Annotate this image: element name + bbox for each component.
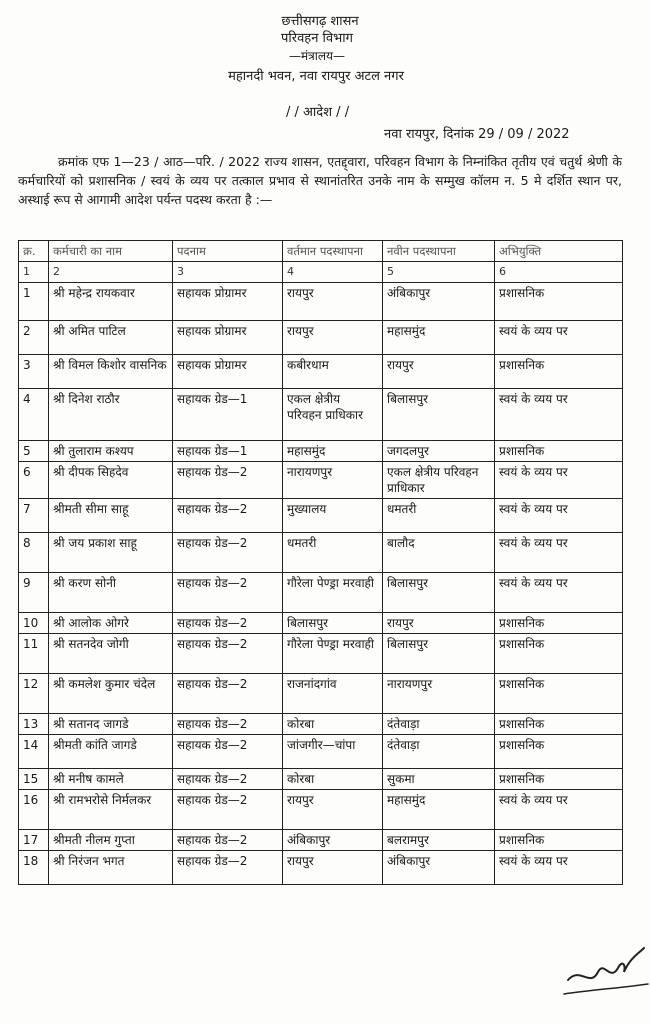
header-cell: पदनाम xyxy=(173,241,283,262)
current-posting-cell: गौरेला पेण्ड्रा मरवाही xyxy=(283,634,383,674)
remark-cell: प्रशासनिक xyxy=(495,634,623,674)
new-posting-cell: बिलासपुर xyxy=(383,573,495,613)
place-date: नवा रायपुर, दिनांक 29 / 09 / 2022 xyxy=(384,127,570,142)
table-row xyxy=(19,441,623,462)
current-posting-cell: कोरबा xyxy=(283,769,383,790)
new-posting-cell: अंबिकापुर xyxy=(383,851,495,885)
designation-cell: सहायक ग्रेड—2 xyxy=(173,499,283,533)
column-number: 1 xyxy=(19,262,49,283)
designation-cell: सहायक ग्रेड—2 xyxy=(173,462,283,499)
new-posting-cell: दंतेवाड़ा xyxy=(383,735,495,769)
employee-name-cell: श्री मनीष कामले xyxy=(49,769,173,790)
table-row xyxy=(19,714,623,735)
current-posting-cell: महासमुंद xyxy=(283,441,383,462)
designation-cell: सहायक प्रोग्रामर xyxy=(173,321,283,355)
serial-number-cell: 5 xyxy=(19,441,49,462)
new-posting-cell: एकल क्षेत्रीय परिवहन प्राधिकार xyxy=(383,462,495,499)
employee-name-cell: श्री निरंजन भगत xyxy=(49,851,173,885)
employee-name-cell: श्री तुलाराम कश्यप xyxy=(49,441,173,462)
designation-cell: सहायक ग्रेड—2 xyxy=(173,830,283,851)
serial-number-cell: 2 xyxy=(19,321,49,355)
employee-name-cell: श्री अमित पाटिल xyxy=(49,321,173,355)
employee-name-cell: श्री करण सोनी xyxy=(49,573,173,613)
table-row xyxy=(19,283,623,321)
serial-number-cell: 16 xyxy=(19,790,49,830)
employee-name-cell: श्री सतानद जागडे xyxy=(49,714,173,735)
current-posting-cell: अंबिकापुर xyxy=(283,830,383,851)
designation-cell: सहायक ग्रेड—2 xyxy=(173,769,283,790)
designation-cell: सहायक प्रोग्रामर xyxy=(173,355,283,389)
new-posting-cell: बिलासपुर xyxy=(383,634,495,674)
column-number: 2 xyxy=(49,262,173,283)
remark-cell: स्वयं के व्यय पर xyxy=(495,389,623,441)
employee-name-cell: श्रीमती कांति जागडे xyxy=(49,735,173,769)
table-row xyxy=(19,851,623,885)
designation-cell: सहायक ग्रेड—2 xyxy=(173,613,283,634)
designation-cell: सहायक ग्रेड—2 xyxy=(173,790,283,830)
new-posting-cell: बिलासपुर xyxy=(383,389,495,441)
new-posting-cell: दंतेवाड़ा xyxy=(383,714,495,735)
current-posting-cell: जांजगीर—चांपा xyxy=(283,735,383,769)
ministry-label: —मंत्रालय— xyxy=(288,49,345,63)
serial-number-cell: 18 xyxy=(19,851,49,885)
current-posting-cell: रायपुर xyxy=(283,790,383,830)
remark-cell: स्वयं के व्यय पर xyxy=(495,499,623,533)
signature-icon xyxy=(560,938,650,998)
employee-name-cell: श्री कमलेश कुमार चंदेल xyxy=(49,674,173,714)
header-cell: वर्तमान पदस्थापना xyxy=(283,241,383,262)
table-row xyxy=(19,634,623,674)
current-posting-cell: मुख्यालय xyxy=(283,499,383,533)
serial-number-cell: 7 xyxy=(19,499,49,533)
new-posting-cell: जगदलपुर xyxy=(383,441,495,462)
table-row xyxy=(19,613,623,634)
table-row xyxy=(19,499,623,533)
header-cell: अभियुक्ति xyxy=(495,241,623,262)
table-row xyxy=(19,573,623,613)
remark-cell: स्वयं के व्यय पर xyxy=(495,573,623,613)
new-posting-cell: रायपुर xyxy=(383,613,495,634)
govt-name: छत्तीसगढ़ शासन xyxy=(281,14,359,29)
remark-cell: स्वयं के व्यय पर xyxy=(495,851,623,885)
remark-cell: प्रशासनिक xyxy=(495,674,623,714)
designation-cell: सहायक ग्रेड—2 xyxy=(173,714,283,735)
current-posting-cell: धमतरी xyxy=(283,533,383,573)
remark-cell: प्रशासनिक xyxy=(495,830,623,851)
order-intro-paragraph: क्रमांक एफ 1—23 / आठ—परि. / 2022 राज्य शासन, एतद्द्वारा, परिवहन विभाग के निम्नांकित तृतीय एवं चतुर्थ श्रेणी के कर्मचारियों को प्रशासनिक / स्वयं के व्यय पर तत्काल प्रभाव से स्थानांतरित उनके नाम के सम्मुख कॉलम न. 5 मे दर्शित स्थान पर, अस्थाई रूप से आगामी आदेश पर्यन्त पदस्थ करता है :— xyxy=(18,154,622,207)
header-cell: नवीन पदस्थापना xyxy=(383,241,495,262)
serial-number-cell: 15 xyxy=(19,769,49,790)
current-posting-cell: कबीरधाम xyxy=(283,355,383,389)
remark-cell: प्रशासनिक xyxy=(495,613,623,634)
table-row xyxy=(19,355,623,389)
new-posting-cell: सुकमा xyxy=(383,769,495,790)
table-row xyxy=(19,830,623,851)
new-posting-cell: बालौद xyxy=(383,533,495,573)
serial-number-cell: 10 xyxy=(19,613,49,634)
remark-cell: प्रशासनिक xyxy=(495,355,623,389)
serial-number-cell: 12 xyxy=(19,674,49,714)
new-posting-cell: बलरामपुर xyxy=(383,830,495,851)
serial-number-cell: 11 xyxy=(19,634,49,674)
serial-number-cell: 13 xyxy=(19,714,49,735)
current-posting-cell: एकल क्षेत्रीय परिवहन प्राधिकार xyxy=(283,389,383,441)
new-posting-cell: अंबिकापुर xyxy=(383,283,495,321)
designation-cell: सहायक ग्रेड—2 xyxy=(173,735,283,769)
current-posting-cell: नारायणपुर xyxy=(283,462,383,499)
order-title: / / आदेश / / xyxy=(286,105,350,120)
designation-cell: सहायक ग्रेड—2 xyxy=(173,573,283,613)
new-posting-cell: महासमुंद xyxy=(383,790,495,830)
employee-name-cell: श्री दीपक सिहदेव xyxy=(49,462,173,499)
serial-number-cell: 1 xyxy=(19,283,49,321)
column-number: 5 xyxy=(383,262,495,283)
serial-number-cell: 17 xyxy=(19,830,49,851)
current-posting-cell: कोरबा xyxy=(283,714,383,735)
remark-cell: स्वयं के व्यय पर xyxy=(495,533,623,573)
table-row xyxy=(19,533,623,573)
employee-name-cell: श्रीमती नीलम गुप्ता xyxy=(49,830,173,851)
current-posting-cell: रायपुर xyxy=(283,321,383,355)
remark-cell: स्वयं के व्यय पर xyxy=(495,321,623,355)
remark-cell: प्रशासनिक xyxy=(495,735,623,769)
table-row xyxy=(19,462,623,499)
remark-cell: प्रशासनिक xyxy=(495,769,623,790)
column-number: 4 xyxy=(283,262,383,283)
employee-name-cell: श्री महेन्द्र रायकवार xyxy=(49,283,173,321)
table-header-row xyxy=(19,241,623,262)
employee-name-cell: श्रीमती सीमा साहू xyxy=(49,499,173,533)
designation-cell: सहायक ग्रेड—2 xyxy=(173,851,283,885)
serial-number-cell: 3 xyxy=(19,355,49,389)
department-name: परिवहन विभाग xyxy=(281,31,353,46)
current-posting-cell: गौरेला पेण्ड्रा मरवाही xyxy=(283,573,383,613)
serial-number-cell: 8 xyxy=(19,533,49,573)
employee-name-cell: श्री आलोक ओगरे xyxy=(49,613,173,634)
table-row xyxy=(19,389,623,441)
column-number-row xyxy=(19,262,623,283)
office-address: महानदी भवन, नवा रायपुर अटल नगर xyxy=(228,69,404,84)
current-posting-cell: रायपुर xyxy=(283,283,383,321)
designation-cell: सहायक ग्रेड—2 xyxy=(173,533,283,573)
column-number: 3 xyxy=(173,262,283,283)
designation-cell: सहायक प्रोग्रामर xyxy=(173,283,283,321)
header-cell: कर्मचारी का नाम xyxy=(49,241,173,262)
column-number: 6 xyxy=(495,262,623,283)
serial-number-cell: 9 xyxy=(19,573,49,613)
current-posting-cell: राजनांदगांव xyxy=(283,674,383,714)
remark-cell: प्रशासनिक xyxy=(495,441,623,462)
serial-number-cell: 4 xyxy=(19,389,49,441)
employee-name-cell: श्री जय प्रकाश साहू xyxy=(49,533,173,573)
table-row xyxy=(19,769,623,790)
new-posting-cell: रायपुर xyxy=(383,355,495,389)
employee-name-cell: श्री रामभरोसे निर्मलकर xyxy=(49,790,173,830)
current-posting-cell: रायपुर xyxy=(283,851,383,885)
employee-name-cell: श्री सतनदेव जोगी xyxy=(49,634,173,674)
new-posting-cell: धमतरी xyxy=(383,499,495,533)
remark-cell: स्वयं के व्यय पर xyxy=(495,462,623,499)
table-row xyxy=(19,735,623,769)
serial-number-cell: 6 xyxy=(19,462,49,499)
designation-cell: सहायक ग्रेड—2 xyxy=(173,674,283,714)
employee-name-cell: श्री दिनेश राठौर xyxy=(49,389,173,441)
remark-cell: प्रशासनिक xyxy=(495,714,623,735)
remark-cell: प्रशासनिक xyxy=(495,283,623,321)
remark-cell: स्वयं के व्यय पर xyxy=(495,790,623,830)
current-posting-cell: बिलासपुर xyxy=(283,613,383,634)
designation-cell: सहायक ग्रेड—1 xyxy=(173,389,283,441)
serial-number-cell: 14 xyxy=(19,735,49,769)
new-posting-cell: महासमुंद xyxy=(383,321,495,355)
table-row xyxy=(19,790,623,830)
designation-cell: सहायक ग्रेड—2 xyxy=(173,634,283,674)
header-cell: क्र. xyxy=(19,241,49,262)
table-row xyxy=(19,674,623,714)
new-posting-cell: नारायणपुर xyxy=(383,674,495,714)
employee-name-cell: श्री विमल किशोर वासनिक xyxy=(49,355,173,389)
transfer-table xyxy=(18,240,623,885)
designation-cell: सहायक ग्रेड—1 xyxy=(173,441,283,462)
table-row xyxy=(19,321,623,355)
